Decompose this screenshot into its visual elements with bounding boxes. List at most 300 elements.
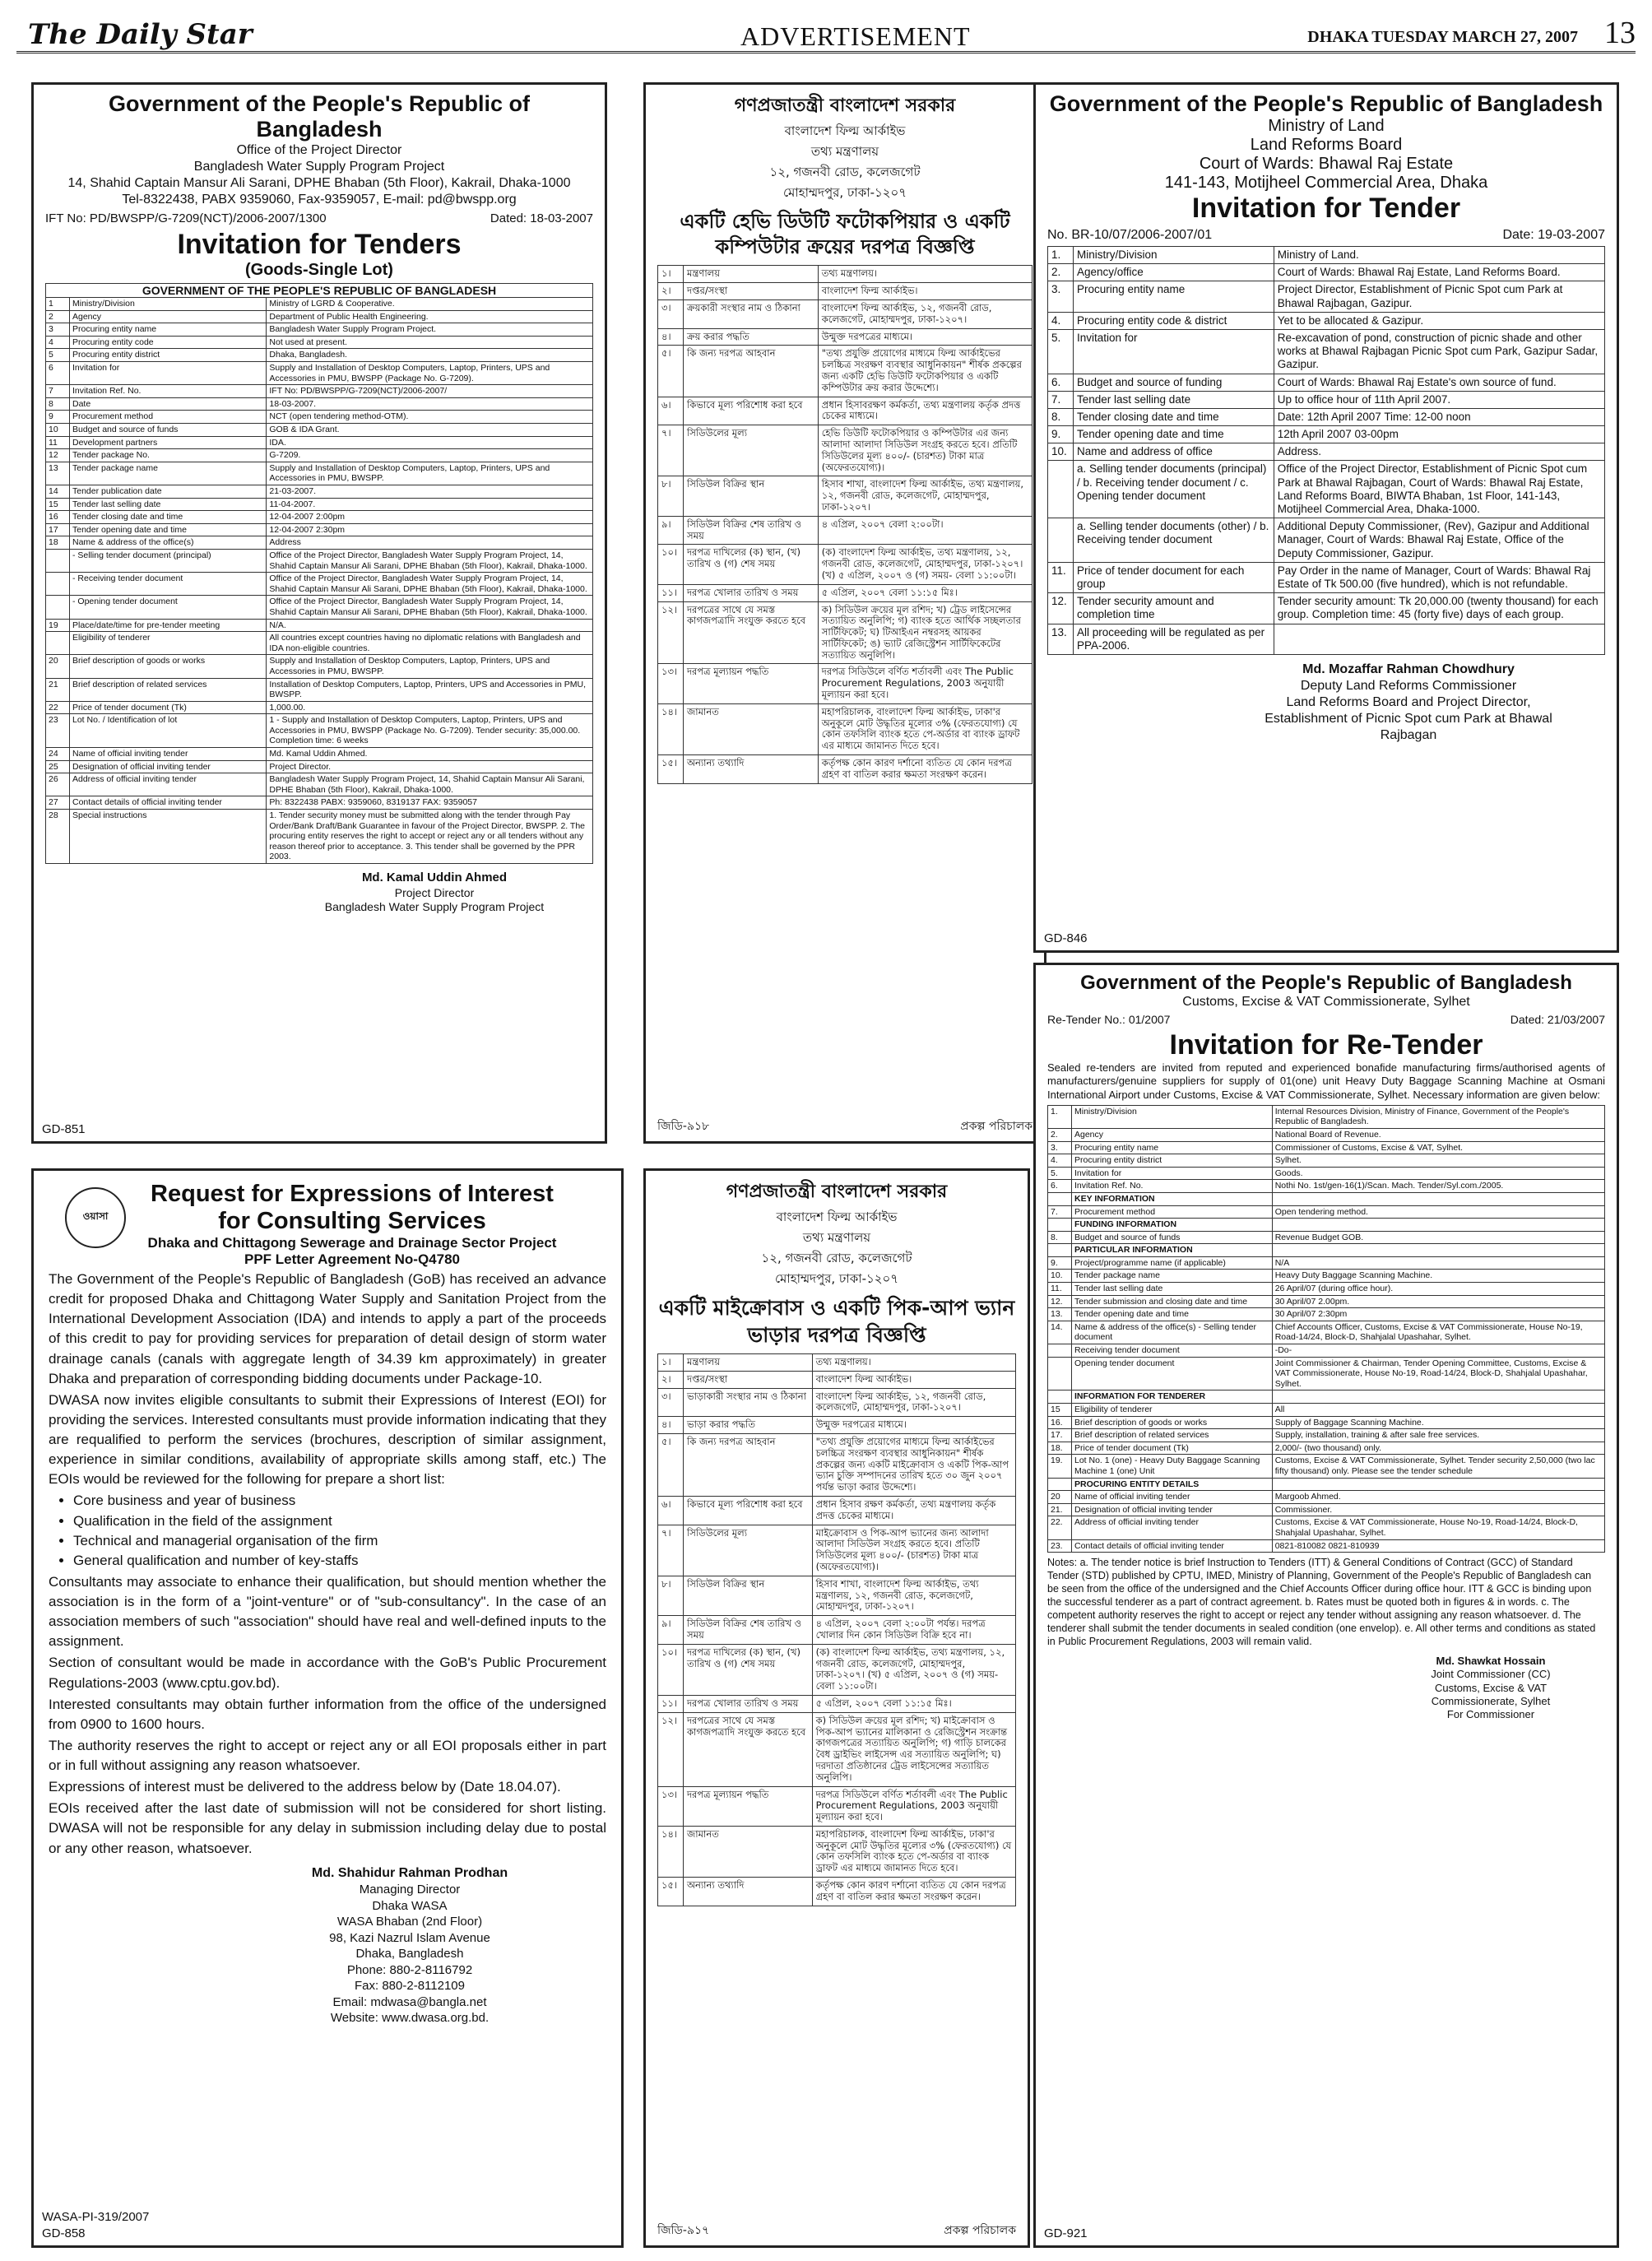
row-value: Date: 12th April 2007 Time: 12-00 noon: [1274, 408, 1604, 425]
row-value: Bangladesh Water Supply Program Project, 14, Shahid Captain Mansur Ali Sarani, DPHE Bhaban (5th Floor), Kakrail, Dhaka-1000.: [267, 773, 593, 796]
row-field: ভাড়াকারী সংস্থার নাম ও ঠিকানা: [684, 1388, 813, 1417]
row-value: 11-04-2007.: [267, 498, 593, 511]
ad2-table: [657, 265, 1032, 783]
row-field: সিডিউল বিক্রির শেষ তারিখ ও সময়: [684, 1616, 813, 1645]
row-field: Place/date/time for pre-tender meeting: [70, 619, 267, 632]
table-row: [658, 425, 1032, 476]
table-row: [1048, 1105, 1605, 1128]
row-value: মাইক্রোবাস ও পিক-আপ ভ্যানের জন্য আলাদা আলাদা সিডিউল সংগ্রহ করতে হবে। প্রতিটি সিডিউলের মূল্য ৪০০/- (চারশত) টাকা মাত্র (অফেরতযোগ্য)।: [812, 1525, 1015, 1576]
row-value: GOB & IDA Grant.: [267, 424, 593, 437]
row-value: Joint Commissioner & Chairman, Tender Opening Committee, Customs, Excise & VAT Commissionerate, House No-19, Road-14/24, Block-D, Shahjalal Upashahar, Sylhet.: [1272, 1357, 1604, 1390]
row-value: ক) সিডিউল ক্রয়ের মূল রশিদ; খ) মাইক্রোবাস ও পিক-আপ ভ্যানের মালিকানা ও রেজিস্ট্রেশন সংক্রান্ত কাগজপত্রের সত্যায়িত অনুলিপি; গ) গাড়ি চালকের বৈধ ড্রাইভিং লাইসেন্স এর সত্যায়িত অনুলিপি; ঘ) দরদাতা প্রতিষ্ঠানের ট্রেড লাইসেন্সের সত্যায়িত অনুলিপি।: [812, 1712, 1015, 1786]
table-row: [1048, 1180, 1605, 1193]
row-value: Office of the Project Director, Bangladesh Water Supply Program Project, 14, Shahid Captain Mansur Ali Sarani, DPHE Bhaban (5th Floor), Kakrail, Dhaka-1000.: [267, 549, 593, 572]
row-value: 1. Tender security money must be submitted along with the tender through Pay Order/Bank Draft/Bank Guarantee in favour of the Project Director, BWSPP. 2. The procuring entity reserves the right to accept or reject any or all tenders without any reason thereof prior to acceptance. 3. This tender shall be governed by the PPR 2003.: [267, 810, 593, 864]
row-value: [1272, 1219, 1604, 1232]
row-field: - Opening tender document: [70, 596, 267, 619]
row-field: দরপত্রের সাথে যে সমস্ত কাগজপত্রাদি সংযুক্ত করতে হবে: [684, 601, 819, 664]
table-row: [1048, 1321, 1605, 1344]
ad1-address: 14, Shahid Captain Mansur Ali Sarani, DPHE Bhaban (5th Floor), Kakrail, Dhaka-1000: [67, 176, 571, 191]
row-number: ১৫।: [658, 755, 684, 784]
ad4-sign-line3: Customs, Excise & VAT: [1434, 1681, 1548, 1694]
table-row: [658, 1371, 1016, 1388]
table-row: [1048, 391, 1605, 408]
table-row: [658, 1695, 1016, 1712]
row-value: 12-04-2007 2:30pm: [267, 523, 593, 536]
row-field: Designation of official inviting tender: [70, 760, 267, 773]
row-number: 12.: [1048, 1295, 1072, 1308]
row-field: Contact details of official inviting tender: [1072, 1539, 1273, 1553]
ad2-gov: গণপ্রজাতন্ত্রী বাংলাদেশ সরকার: [734, 95, 956, 116]
ad5-bullet: • Core business and year of business: [73, 1491, 606, 1511]
ad4-date: Dated: 21/03/2007: [1510, 1013, 1605, 1026]
ad5-sign-line4: WASA Bhaban (2nd Floor): [336, 1915, 483, 1929]
row-value: Tender security amount: Tk 20,000.00 (twenty thousand) for each group. Completion time: 45 (forty five) days of each group.: [1274, 593, 1604, 624]
ad1-table-head: GOVERNMENT OF THE PEOPLE'S REPUBLIC OF BANGLADESH: [45, 283, 593, 297]
row-value: Margoob Ahmed.: [1272, 1491, 1604, 1504]
row-number: ৪।: [658, 328, 684, 346]
table-row: [658, 664, 1032, 703]
row-value: Customs, Excise & VAT Commissionerate, House No-19, Road-14/24, Block-D, Shahjalal Upashahar, Sylhet.: [1272, 1516, 1604, 1539]
ad5-sign-name: Md. Shahidur Rahman Prodhan: [311, 1865, 508, 1880]
ad5-sign-phone: Phone: 880-2-8116792: [346, 1962, 473, 1977]
table-row: [658, 703, 1032, 754]
row-value: Dhaka, Bangladesh.: [267, 349, 593, 362]
row-number: 20: [1048, 1491, 1072, 1504]
row-value: Not used at present.: [267, 336, 593, 349]
row-value: Additional Deputy Commissioner, (Rev), Gazipur and Additional Manager, Court of Wards: Bhawal Raj Estate, Office of the Deputy Commissioner, Gazipur.: [1274, 518, 1604, 563]
row-value: মহাপরিচালক, বাংলাদেশ ফিল্ম আর্কাইভ, ঢাকা'র অনুকূলে মোট উদ্ধৃতির মূল্যের ৩% (ফেরতযোগ্য) যে কোন তফসিলি ব্যাংক হতে পে-অর্ডার বা ব্যাংক ড্রাফট এর মাধ্যমে জামানত দিতে হবে।: [818, 703, 1032, 754]
table-row: [46, 796, 593, 810]
row-number: 6.: [1048, 1180, 1072, 1193]
ad4-gd: GD-921: [1044, 2226, 1088, 2240]
table-row: [1048, 1219, 1605, 1232]
row-value: উন্মুক্ত দরপত্রের মাধ্যমে।: [818, 328, 1032, 346]
row-field: Name & address of the office(s) - Selling tender document: [1072, 1321, 1273, 1344]
table-row: [46, 385, 593, 398]
row-number: ১১।: [658, 584, 684, 601]
row-value: Heavy Duty Baggage Scanning Machine.: [1272, 1270, 1604, 1283]
row-value: প্রধান হিসাবরক্ষণ কর্মকর্তা, তথ্য মন্ত্রণালয় কর্তৃক প্রদত্ত চেকের মাধ্যমে।: [818, 397, 1032, 425]
table-row: [1048, 426, 1605, 443]
table-row: [46, 349, 593, 362]
row-field: PROCURING ENTITY DETAILS: [1072, 1478, 1273, 1491]
row-value: হিসাব শাখা, বাংলাদেশ ফিল্ম আর্কাইভ, তথ্য মন্ত্রণালয়, ১২, গজনবী রোড, কলেজগেট, মোহাম্মদপুর, ঢাকা-১২০৭।: [818, 476, 1032, 516]
row-number: 10.: [1048, 443, 1074, 461]
row-field: দপ্তর/সংস্থা: [684, 283, 819, 300]
table-row: [46, 714, 593, 748]
row-field: Name of official inviting tender: [1072, 1491, 1273, 1504]
table-row: [46, 323, 593, 337]
row-number: 5.: [1048, 329, 1074, 374]
row-value: Supply, installation, training & after sale free services.: [1272, 1429, 1604, 1442]
row-value: Nothi No. 1st/gen-16(1)/Scan. Mach. Tender/Syl.com./2005.: [1272, 1180, 1604, 1193]
table-row: [46, 485, 593, 499]
row-value: Goods.: [1272, 1167, 1604, 1180]
row-number: 8.: [1048, 408, 1074, 425]
table-row: [1048, 374, 1605, 391]
row-value: Md. Kamal Uddin Ahmed.: [267, 748, 593, 761]
ad6-heading: একটি মাইক্রোবাস ও একটি পিক-আপ ভ্যান ভাড়ার দরপত্র বিজ্ঞপ্তি: [658, 1296, 1015, 1347]
row-number: 4.: [1048, 312, 1074, 329]
row-value: All: [1272, 1404, 1604, 1417]
table-row: [1048, 1416, 1605, 1429]
ad6-ministry: তথ্য মন্ত্রণালয়: [802, 1230, 871, 1245]
table-row: [1048, 1283, 1605, 1296]
row-number: 9: [46, 411, 70, 424]
table-row: [658, 516, 1032, 545]
table-row: [658, 299, 1032, 328]
table-row: [658, 1433, 1016, 1496]
row-number: [46, 549, 70, 572]
table-row: [1048, 408, 1605, 425]
row-number: ৭।: [658, 1525, 684, 1576]
table-row: [46, 498, 593, 511]
row-field: Invitation for: [70, 362, 267, 385]
row-value: ৪ এপ্রিল, ২০০৭ বেলা ২:০০টা পর্যন্ত। দরপত্র খোলার দিন কোন সিডিউল বিক্রি হবে না।: [812, 1616, 1015, 1645]
row-field: Tender publication date: [70, 485, 267, 499]
row-number: 15: [1048, 1404, 1072, 1417]
ad6-city: মোহাম্মদপুর, ঢাকা-১২০৭: [774, 1271, 899, 1286]
ad5-p5: Interested consultants may obtain further information from the office of the undersigned from 0900 to 1600 hours.: [49, 1696, 606, 1732]
table-row: [658, 476, 1032, 516]
row-field: a. Selling tender documents (other) / b. Receiving tender document: [1074, 518, 1274, 563]
table-row: [1048, 329, 1605, 374]
ad4-gov: Government of the People's Republic of Bangladesh: [1080, 972, 1572, 994]
table-row: [1048, 1344, 1605, 1358]
row-number: ২।: [658, 1371, 684, 1388]
row-field: মন্ত্রণালয়: [684, 1354, 813, 1372]
table-row: [1048, 624, 1605, 654]
row-value: Customs, Excise & VAT Commissionerate, Sylhet. Tender security 2,50,000 (two lac fifty thousand) only. Please see the tender schedule: [1272, 1455, 1604, 1478]
row-field: Agency/office: [1074, 264, 1274, 281]
row-number: 16.: [1048, 1416, 1072, 1429]
table-row: [1048, 1295, 1605, 1308]
row-value: 0821-810082 0821-810939: [1272, 1539, 1604, 1553]
ad3-court: Court of Wards: Bhawal Raj Estate: [1199, 155, 1454, 174]
ad5-p1: The Government of the People's Republic of Bangladesh (GoB) has received an advance credit for proposed Dhaka and Chittagong Water Supply and Sanitation Project from the International Development Association (IDA) and intends to apply a part of the proceeds of this credit to pay for providing services for preparation of detail design of storm water drainage canals (canals with aggregate length of 34.39 km approximately) in greater Dhaka and preparation of corresponding bidding documents under Package-10.: [49, 1271, 606, 1386]
table-row: [658, 601, 1032, 664]
table-row: [46, 424, 593, 437]
row-value: Court of Wards: Bhawal Raj Estate's own source of fund.: [1274, 374, 1604, 391]
row-number: 7: [46, 385, 70, 398]
row-number: ১৩।: [658, 1786, 684, 1826]
ad4-table: [1047, 1105, 1605, 1553]
table-row: [1048, 1244, 1605, 1257]
table-row: [1048, 443, 1605, 461]
row-value: (ক) বাংলাদেশ ফিল্ম আর্কাইভ, তথ্য মন্ত্রণালয়, ১২, গজনবী রোড, কলেজগেট, মোহাম্মদপুর, ঢাকা-১২০৭। (খ) ৫ এপ্রিল, ২০০৭ ও (গ) সময়- বেলা ১১:০০টা।: [812, 1644, 1015, 1695]
ad5-sub2: PPF Letter Agreement No-Q4780: [244, 1251, 460, 1267]
ad1-table: [45, 297, 593, 864]
row-field: Address of official inviting tender: [1072, 1516, 1273, 1539]
row-number: ১৪।: [658, 703, 684, 754]
row-field: Date: [70, 397, 267, 411]
row-field: Price of tender document (Tk): [70, 701, 267, 714]
row-field: সিডিউল বিক্রির স্থান: [684, 1576, 813, 1615]
row-value: বাংলাদেশ ফিল্ম আর্কাইভ।: [818, 283, 1032, 300]
ad5-p4: Section of consultant would be made in accordance with the GoB's Public Procurement Regulations-2003 (www.cptu.gov.bd).: [49, 1655, 606, 1691]
row-number: [1048, 1344, 1072, 1358]
row-value: [1272, 1192, 1604, 1205]
row-number: 2.: [1048, 264, 1074, 281]
row-value: Open tendering method.: [1272, 1205, 1604, 1219]
ad3-sign-line5: Rajbagan: [1380, 727, 1437, 742]
row-field: দরপত্র খোলার তারিখ ও সময়: [684, 584, 819, 601]
row-number: ১৩।: [658, 664, 684, 703]
row-value: হেভি ডিউটি ফটোকপিয়ার ও কম্পিউটার এর জন্য আলাদা আলাদা সিডিউল সংগ্রহ করতে হবে। প্রতিটি সিডিউলের মূল্য ৪০০/- (চারশত) টাকা মাত্র (অফেরতযোগ্য)।: [818, 425, 1032, 476]
row-number: 28: [46, 810, 70, 864]
row-value: Ministry of LGRD & Cooperative.: [267, 298, 593, 311]
row-value: 18-03-2007.: [267, 397, 593, 411]
ad2-gd: জিডি-৯১৮: [657, 1120, 710, 1133]
row-number: 22: [46, 701, 70, 714]
ad1-sign-title: Project Director: [394, 885, 475, 899]
row-value: ৫ এপ্রিল, ২০০৭ বেলা ১১:১৫ মিঃ।: [818, 584, 1032, 601]
ad6-table: [657, 1353, 1016, 1906]
row-number: ৪।: [658, 1417, 684, 1434]
row-field: Lot No. 1 (one) - Heavy Duty Baggage Scanning Machine 1 (one) Unit: [1072, 1455, 1273, 1478]
row-field: Development partners: [70, 436, 267, 449]
row-number: 12.: [1048, 593, 1074, 624]
table-row: [658, 266, 1032, 283]
row-field: Procuring entity name: [1074, 281, 1274, 312]
ad5-p2: DWASA now invites eligible consultants to submit their Expressions of Interest (EOI) for providing the services. Interested consultants must provide information indicating that they are requalified to perform the services (brochures, description of similar assignment, experience in similar conditions, availability of appropriate skills among staff, etc.) The EOIs would be reviewed for the following for prepare a short list:: [49, 1391, 606, 1488]
ad5-sign-org: Dhaka WASA: [372, 1898, 448, 1913]
ad5-bullet: • Technical and managerial organisation of the firm: [73, 1531, 606, 1551]
ad6-org: বাংলাদেশ ফিল্ম আর্কাইভ: [776, 1209, 898, 1224]
row-field: Tender package No.: [70, 449, 267, 462]
ad3-table: [1047, 246, 1605, 655]
table-row: [46, 748, 593, 761]
row-field: Procuring entity district: [1072, 1154, 1273, 1168]
ad2-org: বাংলাদেশ ফিল্ম আর্কাইভ: [784, 123, 906, 138]
page-header: [16, 12, 1636, 53]
ad5-sign-line6: Dhaka, Bangladesh: [355, 1947, 464, 1962]
row-value: Department of Public Health Engineering.: [267, 310, 593, 323]
ad6-gd: জিডি-৯১৭: [657, 2224, 710, 2237]
ad4-sign-line4: Commissionerate, Sylhet: [1431, 1694, 1551, 1707]
table-row: [1048, 562, 1605, 592]
row-field: সিডিউল বিক্রির স্থান: [684, 476, 819, 516]
row-value: IFT No: PD/BWSPP/G-7209(NCT)/2006-2007/: [267, 385, 593, 398]
row-field: All proceeding will be regulated as per PPA-2006.: [1074, 624, 1274, 654]
row-field: Agency: [1072, 1128, 1273, 1141]
row-value: 12-04-2007 2:00pm: [267, 511, 593, 524]
table-row: [46, 549, 593, 572]
ad5-sign-website: Website: www.dwasa.org.bd.: [330, 2011, 490, 2026]
ad4-signature: [1376, 1655, 1605, 1721]
ad1-sign-org: Bangladesh Water Supply Program Project: [324, 900, 545, 914]
row-value: ৫ এপ্রিল, ২০০৭ বেলা ১১:১৫ মিঃ।: [812, 1695, 1015, 1712]
row-number: 6.: [1048, 374, 1074, 391]
row-value: Ministry of Land.: [1274, 247, 1604, 264]
row-field: Tender closing date and time: [70, 511, 267, 524]
table-row: [1048, 1231, 1605, 1244]
table-row: [658, 584, 1032, 601]
table-row: [1048, 1308, 1605, 1321]
row-number: ৯।: [658, 1616, 684, 1645]
row-field: অন্যান্য তথ্যাদি: [684, 1878, 813, 1906]
table-row: [46, 655, 593, 678]
row-value: Ph: 8322438 PABX: 9359060, 8319137 FAX: 9359057: [267, 796, 593, 810]
row-field: Tender last selling date: [1072, 1283, 1273, 1296]
ad6-road: ১২, গজনবী রোড, কলেজগেট: [761, 1251, 912, 1265]
row-field: Tender closing date and time: [1074, 408, 1274, 425]
row-number: 14.: [1048, 1321, 1072, 1344]
ad5-p7: Expressions of interest must be delivered to the address below by (Date 18.04.07).: [49, 1779, 561, 1795]
row-number: 19.: [1048, 1455, 1072, 1478]
table-row: [658, 1525, 1016, 1576]
row-number: 13: [46, 462, 70, 485]
table-row: [1048, 1357, 1605, 1390]
row-field: ক্রয় করার পদ্ধতি: [684, 328, 819, 346]
row-number: 24: [46, 748, 70, 761]
row-value: 1,000.00.: [267, 701, 593, 714]
row-field: Tender opening date and time: [1072, 1308, 1273, 1321]
row-number: ১৫।: [658, 1878, 684, 1906]
row-value: Supply and Installation of Desktop Computers, Laptop, Printers, UPS and Accessories in PMU, BWSPP.: [267, 462, 593, 485]
table-row: [658, 1388, 1016, 1417]
row-number: 11: [46, 436, 70, 449]
row-field: Brief description of goods or works: [70, 655, 267, 678]
ad5-p8: EOIs received after the last date of submission will not be considered for short listing. DWASA will not be responsible for any delay in submission including delay due to postal or any other reason, whatsoever.: [49, 1800, 606, 1856]
row-number: 18: [46, 536, 70, 550]
row-field: Brief description of related services: [70, 678, 267, 701]
ad3-date: Date: 19-03-2007: [1502, 228, 1605, 243]
ad-land-reforms-tender: [1033, 82, 1619, 953]
row-number: 10: [46, 424, 70, 437]
row-field: a. Selling tender documents (principal) / b. Receiving tender document / c. Opening tender document: [1074, 461, 1274, 518]
row-value: হিসাব শাখা, বাংলাদেশ ফিল্ম আর্কাইভ, তথ্য মন্ত্রণালয়, ১২, গজনবী রোড, কলেজগেট, মোহাম্মদপুর, ঢাকা-১২০৭।: [812, 1576, 1015, 1615]
row-value: [1272, 1390, 1604, 1404]
ad5-sub1: Dhaka and Chittagong Sewerage and Drainage Sector Project: [147, 1235, 557, 1251]
row-field: Eligibility of tenderer: [70, 632, 267, 655]
row-field: Tender security amount and completion time: [1074, 593, 1274, 624]
row-value: উন্মুক্ত দরপত্রের মাধ্যমে।: [812, 1417, 1015, 1434]
table-row: [658, 1496, 1016, 1525]
dateline: DHAKA TUESDAY MARCH 27, 2007: [1307, 28, 1578, 46]
table-row: [1048, 264, 1605, 281]
row-number: ১৪।: [658, 1826, 684, 1877]
row-number: ৮।: [658, 1576, 684, 1615]
row-number: 10.: [1048, 1270, 1072, 1283]
row-value: 26 April/07 (during office hour).: [1272, 1283, 1604, 1296]
table-row: [46, 810, 593, 864]
row-field: Tender opening date and time: [1074, 426, 1274, 443]
ad1-dated: Dated: 18-03-2007: [490, 211, 593, 226]
row-value: Project Director, Establishment of Picnic Spot cum Park at Bhawal Rajbagan, Gazipur.: [1274, 281, 1604, 312]
table-row: [658, 1826, 1016, 1877]
row-field: Special instructions: [70, 810, 267, 864]
row-value: Installation of Desktop Computers, Laptop, Printers, UPS and Accessories in PMU, BWSPP.: [267, 678, 593, 701]
ad-film-archive-photocopier: [643, 82, 1046, 1144]
row-number: 19: [46, 619, 70, 632]
row-number: 17: [46, 523, 70, 536]
row-number: 6: [46, 362, 70, 385]
row-value: দরপত্র সিডিউলে বর্ণিত শর্তাবলী এবং The Public Procurement Regulations, 2003 অনুযায়ী মূল্যায়ন করা হবে।: [818, 664, 1032, 703]
row-number: 23: [46, 714, 70, 748]
table-row: [658, 1354, 1016, 1372]
ad3-address: 141-143, Motijheel Commercial Area, Dhaka: [1164, 174, 1488, 193]
row-number: ১।: [658, 266, 684, 283]
row-field: Procuring entity district: [70, 349, 267, 362]
row-number: 21.: [1048, 1503, 1072, 1516]
row-number: ১২।: [658, 601, 684, 664]
row-field: Budget and source of funding: [1074, 374, 1274, 391]
row-field: দরপত্রের সাথে যে সমস্ত কাগজপত্রাদি সংযুক্ত করতে হবে: [684, 1712, 813, 1786]
table-row: [46, 773, 593, 796]
ad-dwasa-eoi: [31, 1168, 624, 2248]
row-number: 3.: [1048, 1141, 1072, 1154]
ad3-ministry: Ministry of Land: [1268, 117, 1385, 136]
row-number: 9.: [1048, 1256, 1072, 1270]
row-field: Tender package name: [70, 462, 267, 485]
table-row: [46, 619, 593, 632]
ad5-sign-email: Email: mdwasa@bangla.net: [332, 1994, 487, 2009]
table-row: [46, 436, 593, 449]
table-row: [658, 1616, 1016, 1645]
table-row: [1048, 518, 1605, 563]
row-number: [1048, 1357, 1072, 1390]
ad3-signature: [1212, 662, 1605, 744]
table-row: [658, 1878, 1016, 1906]
table-row: [1048, 1516, 1605, 1539]
row-number: [1048, 1478, 1072, 1491]
table-row: [1048, 1128, 1605, 1141]
row-number: 2.: [1048, 1128, 1072, 1141]
row-number: [46, 632, 70, 655]
ad3-gov: Government of the People's Republic of Bangladesh: [1049, 91, 1603, 116]
row-field: Budget and source of funds: [1072, 1231, 1273, 1244]
row-value: তথ্য মন্ত্রণালয়।: [818, 266, 1032, 283]
row-field: Project/programme name (if applicable): [1072, 1256, 1273, 1270]
row-field: KEY INFORMATION: [1072, 1192, 1273, 1205]
ad1-signature: [276, 871, 593, 915]
row-number: ১০।: [658, 545, 684, 584]
ad6-gov: গণপ্রজাতন্ত্রী বাংলাদেশ সরকার: [726, 1182, 948, 1202]
table-row: [1048, 1270, 1605, 1283]
row-field: দরপত্র মূল্যায়ন পদ্ধতি: [684, 1786, 813, 1826]
ad1-subheading: (Goods-Single Lot): [245, 261, 393, 280]
row-number: [46, 596, 70, 619]
row-number: ১০।: [658, 1644, 684, 1695]
row-value: 30 April/07 2:30pm: [1272, 1308, 1604, 1321]
row-field: সিডিউল বিক্রির শেষ তারিখ ও সময়: [684, 516, 819, 545]
ad4-office: Customs, Excise & VAT Commissionerate, Sylhet: [1182, 995, 1470, 1009]
row-value: [1272, 1478, 1604, 1491]
table-row: [658, 1786, 1016, 1826]
row-value: G-7209.: [267, 449, 593, 462]
ad3-heading: Invitation for Tender: [1191, 193, 1461, 225]
table-row: [1048, 1256, 1605, 1270]
ad-bwspp-tender: [31, 82, 607, 1144]
row-value: Revenue Budget GOB.: [1272, 1231, 1604, 1244]
row-field: Tender package name: [1072, 1270, 1273, 1283]
row-value: Supply of Baggage Scanning Machine.: [1272, 1416, 1604, 1429]
row-value: "তথ্য প্রযুক্তি প্রয়োগের মাধ্যমে ফিল্ম আর্কাইভের চলচ্চিত্র সংরক্ষণ ব্যবস্থার আধুনিকায়ন" শীর্ষক প্রকল্পের জন্য একটি হেভি ডিউটি ফটোকপিয়ার ও একটি কম্পিউটার ক্রয় করার উদ্দেশ্যে।: [818, 346, 1032, 397]
table-row: [658, 1576, 1016, 1615]
table-row: [1048, 247, 1605, 264]
row-field: Name and address of office: [1074, 443, 1274, 461]
row-number: ৯।: [658, 516, 684, 545]
ad1-ift-no: IFT No: PD/BWSPP/G-7209(NCT)/2006-2007/1300: [45, 211, 327, 226]
row-field: Ministry/Division: [1072, 1105, 1273, 1128]
row-field: দরপত্র মূল্যায়ন পদ্ধতি: [684, 664, 819, 703]
row-value: [1274, 624, 1604, 654]
row-number: 4: [46, 336, 70, 349]
table-row: [1048, 1429, 1605, 1442]
table-row: [1048, 312, 1605, 329]
